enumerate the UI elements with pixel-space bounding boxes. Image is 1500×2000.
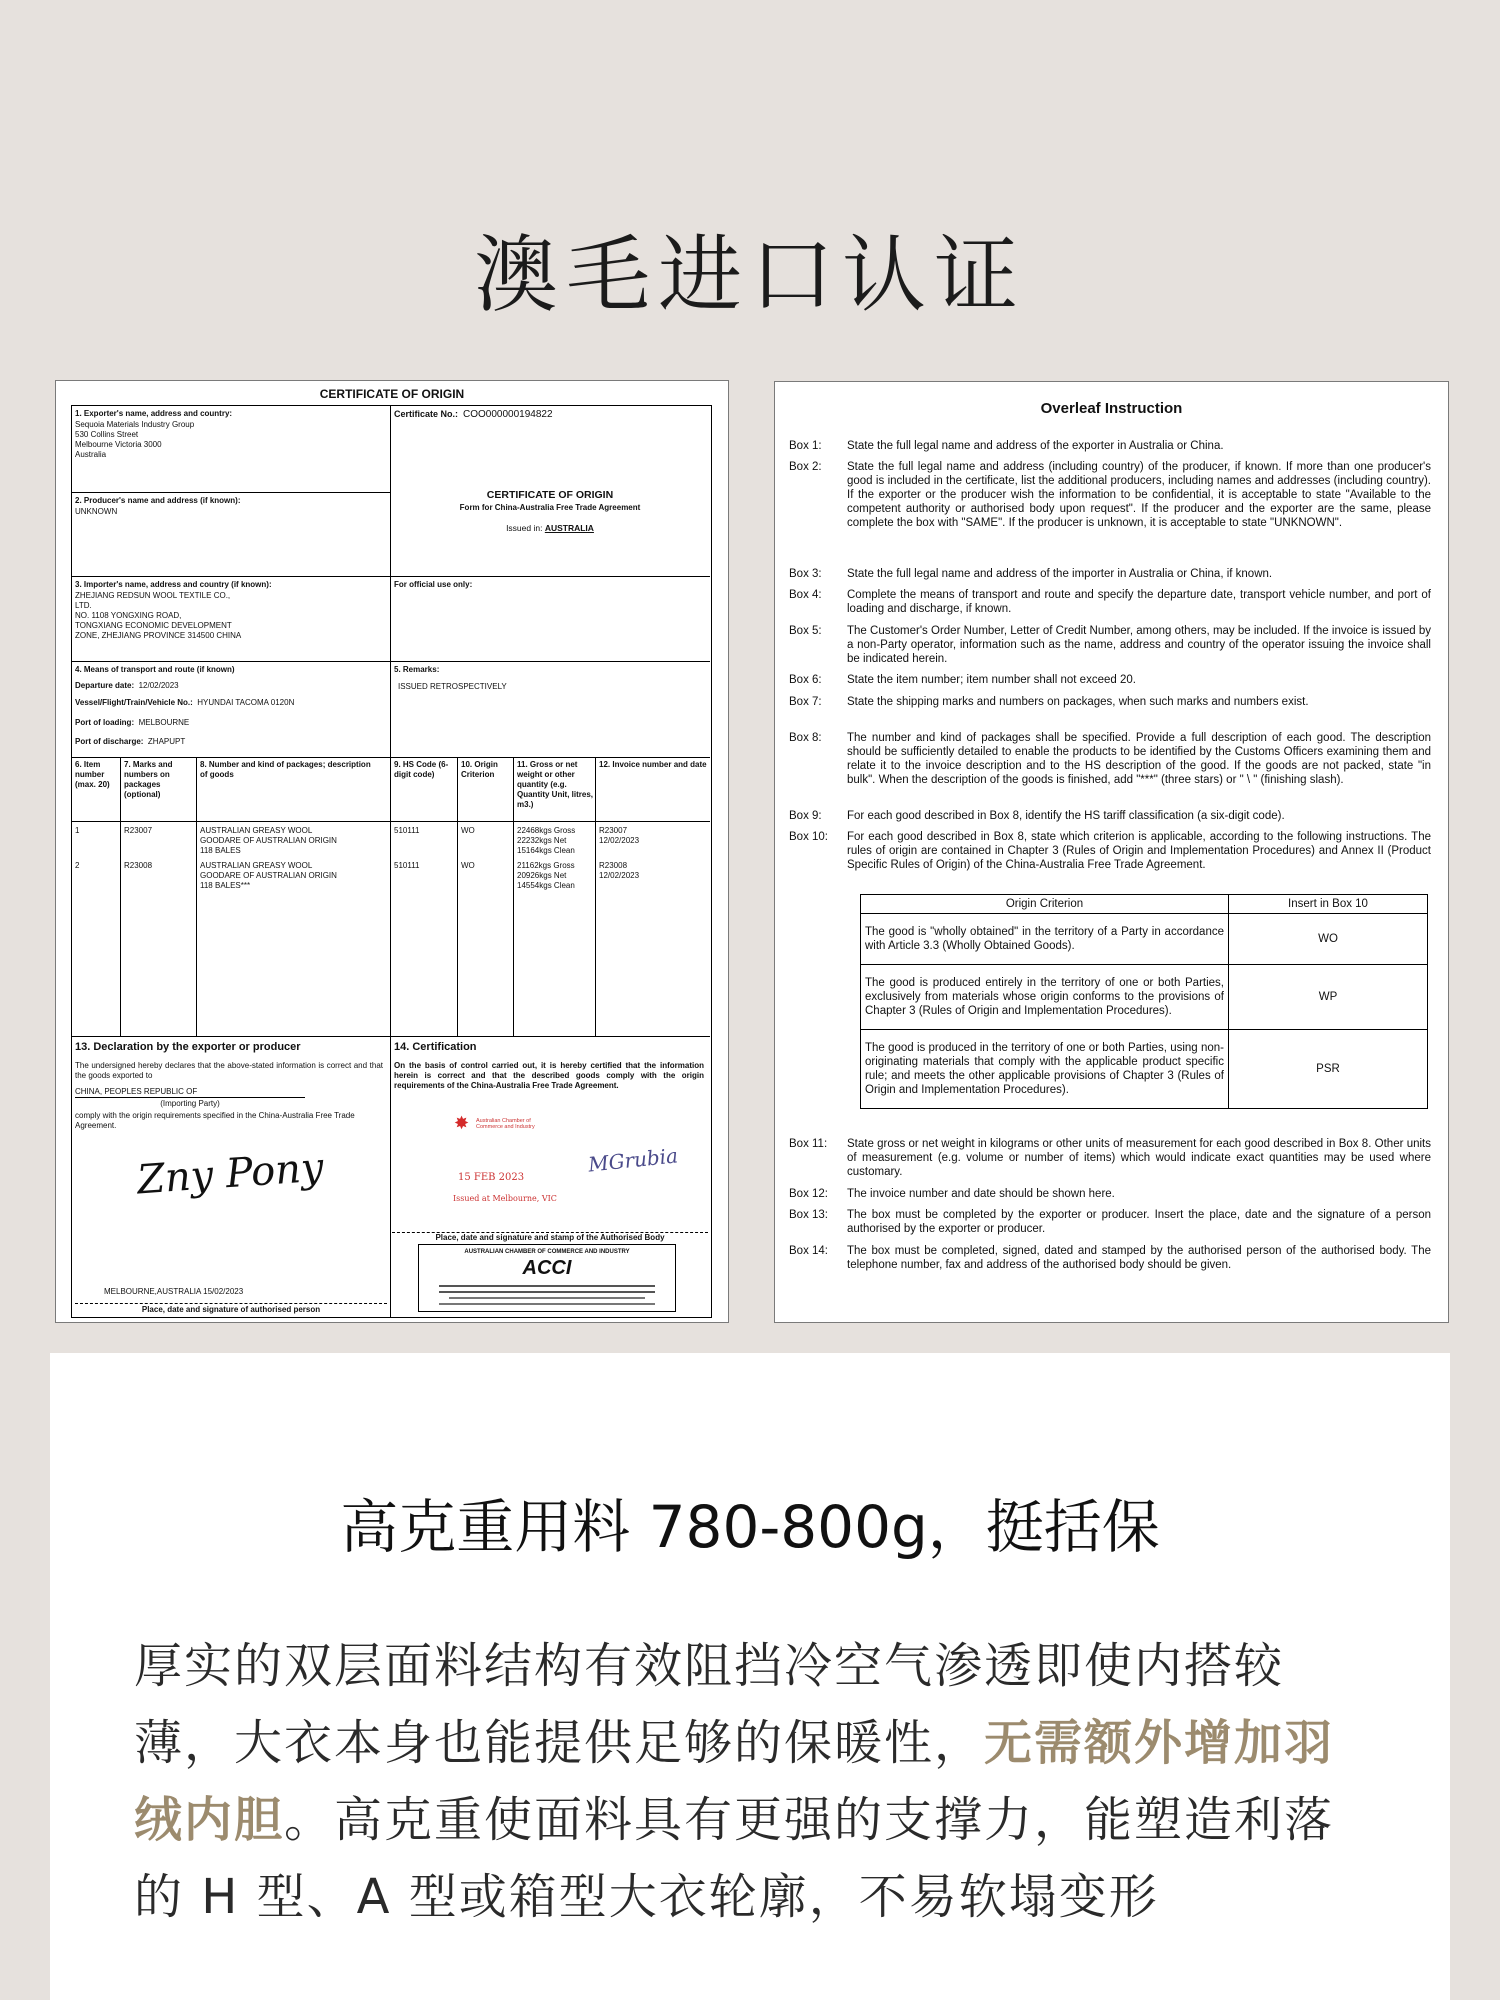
port-of-loading: Port of loading: MELBOURNE: [75, 718, 190, 727]
form-title: CERTIFICATE OF ORIGIN: [486, 489, 614, 501]
acci-stamp: [418, 1244, 676, 1312]
criteria-header: Insert in Box 10: [1229, 895, 1428, 914]
item-criterion: WO: [461, 826, 475, 835]
departure-date: Departure date: 12/02/2023: [75, 681, 179, 690]
criteria-text: The good is produced entirely in the territory of one or both Parties, exclusively from materials whose origin conforms to the provisions of Chapter 3 (Rules of Origin and Implementation Procedures).: [861, 965, 1229, 1030]
item-criterion: WO: [461, 861, 475, 870]
item-weight: 22468kgs Gross 22232kgs Net 15164kgs Clean: [517, 826, 576, 855]
chamber-name: Australian Chamber of Commerce and Industry: [476, 1118, 535, 1130]
overleaf-instruction: Overleaf Instruction Box 1: State the full legal name and address of the exporter in Australia or China. Box 2: State the full legal name and address (including country) of the producer, if known. If more than one producer's good is included in the certificate, list the additional producers, including names and addresses (including country). If the exporter or the producer wish the information to be confidential, it is acceptable to state "Available to the competent authority or authorised body upon request". If the producer and the exporter are the same, please complete the box with "SAME". If the producer is unknown, it is acceptable to state "UNKNOWN". Box 3: State the full legal name and address of the importer in Australia or China, if known. Box 4: Complete the means of transport and route and specify the departure date, transport vehicle number, and port of loading and discharge, if known. Box 5: The Customer's Order Number, Letter of Credit Number, among others, may be included. If the invoice is issued by a non-Party operator, information such as the name, address and country of the operator issuing the invoice shall be indicated herein. Box 6: State the item number; item number shall not exceed 20. Box 7: State the shipping marks and numbers on packages, when such marks and numbers exist. Box 8: The number and kind of packages shall be specified. Provide a full description of each good. The description should be sufficiently detailed to enable the products to be identified by the Customs Officers examining them and relate it to the invoice description and to the HS description of the good. If the goods are not packed, state "in bulk". When the description of the goods is finished, add "***" (three stars) or " \ " (finishing slash). Box 9: For each good described in Box 8, identify the HS tariff classification (a six-digit code). Box 10: For each good described in Box 8, state which criterion is applicable, according to the following instructions. The rules of origin are contained in Chapter 3 (Rules of Origin and Implementation Procedures) and Annex II (Product Specific Rules of Origin) of the China-Australia Free Trade Agreement. Origin Criterion Insert in Box 10 The good is "wholly obtained" in the territory of a Party in accordance with Article 3.3 (Wholly Obtained Goods). WO The good is produced entirely in the territory of one or both Parties, exclusively from materials whose origin conforms to the provisions of Chapter 3 (Rules of Origin and Implementation Procedures). WP The good is produced in the territory of one or both Parties, using non-originating materials that comply with the applicable product specific rule; and meets the other applicable provisions of Chapter 3 (Rules of Origin and Implementation Procedures). PSR Box 11: State gross or net weight in kilograms or other units of measurement for each good described in Box 8. Other units of measurement (e.g. volume or number of items) which would indicate exact quantities may be used where customary. Box 12: The invoice number and date should be shown here. Box 13: The box must be completed by the exporter or producer. Insert the place, date and the signature of a person authorised by the exporter or producer. Box 14: The box must be completed, signed, dated and stamped by the authorised person of the authorised body. The telephone number, fax and address of the authorised body should be given.: [774, 381, 1449, 1323]
box14-label: 14. Certification: [394, 1041, 477, 1053]
col-hs-code: 9. HS Code (6-digit code): [394, 760, 449, 779]
exporter-signature: Zny Pony: [135, 1144, 325, 1204]
place-signature-label: Place, date and signature of authorised person: [75, 1303, 387, 1315]
item-mark: R23007: [124, 826, 153, 835]
declaration-text: The undersigned hereby declares that the above-stated information is correct and that the goods exported to: [75, 1061, 383, 1080]
criteria-code: PSR: [1229, 1030, 1428, 1109]
item-hs: 510111: [394, 826, 420, 835]
box2-label: 2. Producer's name and address (if known):: [75, 496, 241, 505]
item-invoice: R23007 12/02/2023: [599, 826, 640, 845]
place-date: MELBOURNE,AUSTRALIA 15/02/2023: [104, 1287, 244, 1296]
item-hs: 510111: [394, 861, 420, 870]
importer-address: ZHEJIANG REDSUN WOOL TEXTILE CO., LTD. NO. 1108 YONGXING ROAD, TONGXIANG ECONOMIC DEVELOPMENT ZONE, ZHEJIANG PROVINCE 314500 CHINA: [75, 591, 242, 640]
stamp-issued: Issued at Melbourne, VIC: [453, 1194, 557, 1203]
highlight-text: 无需额外增加羽绒内胆: [134, 1715, 1335, 1848]
box1-label: 1. Exporter's name, address and country:: [75, 409, 233, 418]
box5-label: 5. Remarks:: [394, 665, 440, 674]
stamp-date: 15 FEB 2023: [458, 1172, 525, 1183]
criteria-code: WP: [1229, 965, 1428, 1030]
item-description: AUSTRALIAN GREASY WOOL GOODARE OF AUSTRALIAN ORIGIN 118 BALES: [200, 826, 337, 855]
importing-country: CHINA, PEOPLES REPUBLIC OF: [75, 1087, 305, 1098]
col-item-number: 6. Item number (max. 20): [75, 760, 110, 789]
box4-label: 4. Means of transport and route (if known): [75, 665, 235, 674]
issued-in: Issued in: AUSTRALIA: [506, 523, 594, 533]
criteria-text: The good is produced in the territory of one or both Parties, using non-originating materials that comply with the applicable product specific rule; and meets the other applicable provisions of Chapter 3 (Rules of Origin and Implementation Procedures).: [861, 1030, 1229, 1109]
port-of-discharge: Port of discharge: ZHAPUPT: [75, 737, 186, 746]
col-origin-criterion: 10. Origin Criterion: [461, 760, 498, 779]
item-mark: R23008: [124, 861, 153, 870]
origin-criteria-table: [860, 894, 1428, 1109]
col-invoice: 12. Invoice number and date: [599, 760, 707, 769]
item-description: AUSTRALIAN GREASY WOOL GOODARE OF AUSTRALIAN ORIGIN 118 BALES***: [200, 861, 337, 890]
remarks-value: ISSUED RETROSPECTIVELY: [398, 682, 507, 691]
box3-label: 3. Importer's name, address and country (if known):: [75, 580, 272, 589]
col-weight: 11. Gross or net weight or other quantity (e.g. Quantity Unit, litres, m3.): [517, 760, 594, 809]
box13-label: 13. Declaration by the exporter or producer: [75, 1041, 301, 1053]
certificate-heading: CERTIFICATE OF ORIGIN: [319, 387, 465, 401]
item-number: 2: [75, 861, 80, 870]
acci-logo: ACCI: [522, 1257, 572, 1279]
stamp-label: Place, date and signature and stamp of the Authorised Body: [392, 1232, 708, 1243]
certification-text: On the basis of control carried out, it is hereby certified that the information herein is correct and that the described goods comply with the origin requirements of the China-Australia Free Trade Agreement.: [394, 1061, 704, 1090]
item-weight: 21162kgs Gross 20926kgs Net 14554kgs Clean: [517, 861, 575, 890]
criteria-header: Origin Criterion: [861, 895, 1229, 914]
col-marks: 7. Marks and numbers on packages (optional): [124, 760, 173, 799]
criteria-text: The good is "wholly obtained" in the territory of a Party in accordance with Article 3.3 (Wholly Obtained Goods).: [861, 914, 1229, 965]
star-icon: ✸: [454, 1113, 470, 1133]
importing-party-label: (Importing Party): [160, 1099, 220, 1108]
page-title: 澳毛进口认证: [473, 226, 1026, 324]
acci-header: AUSTRALIAN CHAMBER OF COMMERCE AND INDUSTRY: [464, 1249, 630, 1255]
certificate-of-origin: [55, 380, 729, 1323]
exporter-address: Sequoia Materials Industry Group 530 Collins Street Melbourne Victoria 3000 Australia: [75, 420, 195, 459]
col-description: 8. Number and kind of packages; description of goods: [200, 760, 371, 779]
item-number: 1: [75, 826, 80, 835]
form-subtitle: Form for China-Australia Free Trade Agreement: [459, 503, 641, 512]
overleaf-title: Overleaf Instruction: [1040, 400, 1183, 417]
criteria-code: WO: [1229, 914, 1428, 965]
official-use-label: For official use only:: [394, 580, 473, 589]
vessel-number: Vessel/Flight/Train/Vehicle No.: HYUNDAI TACOMA 0120N: [75, 698, 295, 707]
certificate-number: Certificate No.: COO000000194822: [394, 409, 553, 420]
producer-value: UNKNOWN: [75, 507, 118, 516]
item-invoice: R23008 12/02/2023: [599, 861, 640, 880]
certificate-grid: [71, 405, 712, 1318]
feature-description: 厚实的双层面料结构有效阻挡冷空气渗透即使内搭较薄，大衣本身也能提供足够的保暖性，无需额外增加羽绒内胆。高克重使面料具有更强的支撑力，能塑造利落的 H 型、A 型或箱型大衣轮廓，不易软塌变形: [134, 1638, 1335, 1925]
officer-signature: MGrubia: [586, 1143, 680, 1177]
declaration-compliance: comply with the origin requirements specified in the China-Australia Free Trade Agreement.: [75, 1111, 355, 1130]
feature-title: 高克重用料 780-800g，挺括保: [340, 1493, 1160, 1561]
